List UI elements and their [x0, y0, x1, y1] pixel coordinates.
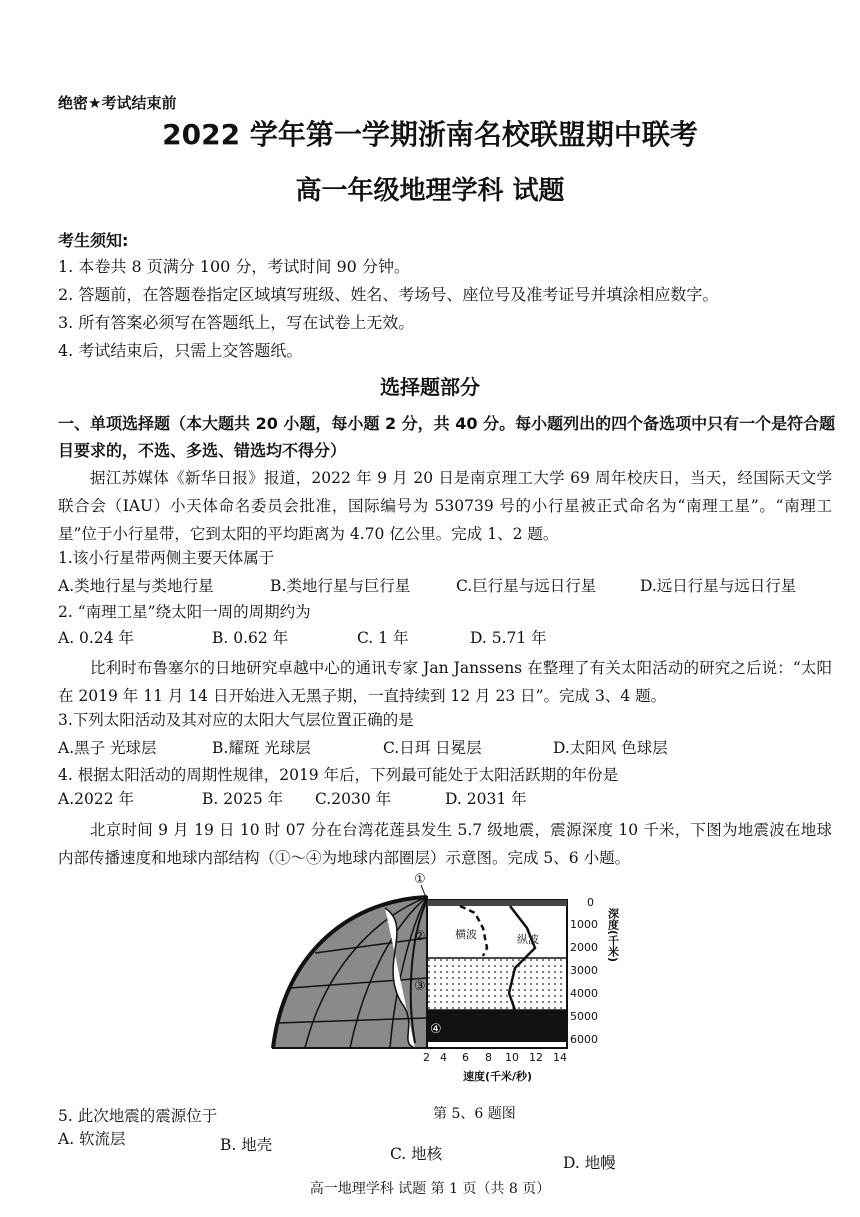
q4-option-b: B. 2025 年 — [202, 790, 284, 808]
exam-title: 2022 学年第一学期浙南名校联盟期中联考 — [162, 118, 698, 151]
page-footer: 高一地理学科 试题 第 1 页（共 8 页） — [309, 1181, 551, 1197]
q1-option-b: B.类地行星与巨行星 — [270, 577, 411, 595]
notice-item: 2. 答题前，在答题卷指定区域填写班级、姓名、考场号、座位号及准考证号并填涂相应数字。 — [58, 285, 719, 304]
layer-4-label: ④ — [430, 1022, 442, 1037]
q1-option-d: D.远日行星与远日行星 — [640, 577, 797, 595]
depth-tick: 5000 — [570, 1010, 598, 1023]
depth-tick: 3000 — [570, 964, 598, 977]
depth-tick: 0 — [587, 896, 594, 909]
question-5-stem: 5. 此次地震的震源位于 — [58, 1107, 218, 1125]
layer-4-band — [427, 1010, 567, 1042]
speed-tick: 6 — [462, 1051, 469, 1064]
q4-option-a: A.2022 年 — [58, 790, 134, 808]
depth-tick: 6000 — [570, 1033, 598, 1046]
exam-subtitle: 高一年级地理学科 试题 — [295, 176, 565, 206]
q4-option-d: D. 2031 年 — [445, 790, 527, 808]
notice-item: 1. 本卷共 8 页满分 100 分，考试时间 90 分钟。 — [58, 257, 410, 276]
notice-heading: 考生须知: — [58, 231, 129, 250]
figure-caption: 第 5、6 题图 — [433, 1106, 516, 1122]
speed-tick: 4 — [440, 1051, 447, 1064]
passage-1: 据江苏媒体《新华日报》报道，2022 年 9 月 20 日是南京理工大学 69 周年校庆日，当天，经国际天文学联合会（IAU）小天体命名委员会批准，国际编号为 530739 号的小行星被正式命名为“南理工星”。“南理工星”位于小行星带，它到太阳的平均距离为 4.70 亿公里。完成 1、2 题。 — [58, 469, 832, 543]
layer-3-label: ③ — [414, 979, 426, 994]
speed-tick: 8 — [485, 1051, 492, 1064]
passage-2: 比利时布鲁塞尔的日地研究卓越中心的通讯专家 Jan Janssens 在整理了有关太阳活动的研究之后说：“太阳在 2019 年 11 月 14 日开始进入无黑子期，一直持续到 12 月 23 日”。完成 3、4 题。 — [58, 659, 832, 705]
depth-tick: 1000 — [570, 918, 598, 931]
part-heading: 一、单项选择题（本大题共 20 小题，每小题 2 分，共 40 分。每小题列出的四个备选项中只有一个是符合题目要求的，不选、多选、错选均不得分） — [58, 414, 836, 460]
speed-tick: 12 — [529, 1051, 543, 1064]
s-wave-label: 横波 — [455, 928, 477, 941]
q3-option-d: D.太阳风 色球层 — [553, 739, 668, 757]
q1-option-c: C.巨行星与远日行星 — [456, 577, 597, 595]
speed-tick: 14 — [553, 1051, 567, 1064]
section-title: 选择题部分 — [380, 375, 480, 399]
q2-option-d: D. 5.71 年 — [470, 629, 547, 647]
depth-axis-label: 深度(千米) — [606, 908, 620, 963]
q3-option-b: B.耀斑 光球层 — [212, 739, 311, 757]
q1-option-a: A.类地行星与类地行星 — [58, 577, 214, 595]
p-wave-label: 纵波 — [517, 933, 539, 946]
q5-option-c: C. 地核 — [390, 1145, 443, 1163]
q5-option-a: A. 软流层 — [58, 1130, 126, 1148]
question-4-stem: 4. 根据太阳活动的周期性规律，2019 年后，下列最可能处于太阳活跃期的年份是 — [58, 766, 619, 784]
depth-tick: 4000 — [570, 987, 598, 1000]
speed-axis-label: 速度(千米/秒) — [463, 1070, 533, 1083]
q2-option-b: B. 0.62 年 — [212, 629, 289, 647]
confidential-mark: 绝密★考试结束前 — [58, 94, 177, 112]
q2-option-c: C. 1 年 — [357, 629, 409, 647]
depth-tick: 2000 — [570, 941, 598, 954]
earth-interior-figure — [265, 868, 645, 1088]
layer-3-band — [427, 958, 567, 1010]
speed-tick: 10 — [505, 1051, 519, 1064]
q5-option-b: B. 地壳 — [220, 1136, 273, 1154]
question-2-stem: 2. “南理工星”绕太阳一周的周期约为 — [58, 603, 311, 621]
q5-option-d: D. 地幔 — [563, 1154, 616, 1172]
layer-1-band — [427, 900, 567, 906]
question-1-stem: 1.该小行星带两侧主要天体属于 — [58, 549, 275, 567]
passage-3: 北京时间 9 月 19 日 10 时 07 分在台湾花莲县发生 5.7 级地震，震源深度 10 千米，下图为地震波在地球内部传播速度和地球内部结构（①～④为地球内部圈层）示意图。完成 5、6 小题。 — [58, 821, 832, 867]
q3-option-a: A.黑子 光球层 — [58, 739, 157, 757]
q4-option-c: C.2030 年 — [315, 790, 392, 808]
notice-item: 3. 所有答案必须写在答题纸上，写在试卷上无效。 — [58, 313, 415, 332]
speed-tick: 2 — [423, 1051, 430, 1064]
q2-option-a: A. 0.24 年 — [58, 629, 134, 647]
question-3-stem: 3.下列太阳活动及其对应的太阳大气层位置正确的是 — [58, 711, 414, 729]
layer-1-label: ① — [414, 872, 426, 887]
layer-2-label: ② — [414, 929, 426, 944]
notice-item: 4. 考试结束后，只需上交答题纸。 — [58, 341, 303, 360]
q3-option-c: C.日珥 日冕层 — [383, 739, 482, 757]
